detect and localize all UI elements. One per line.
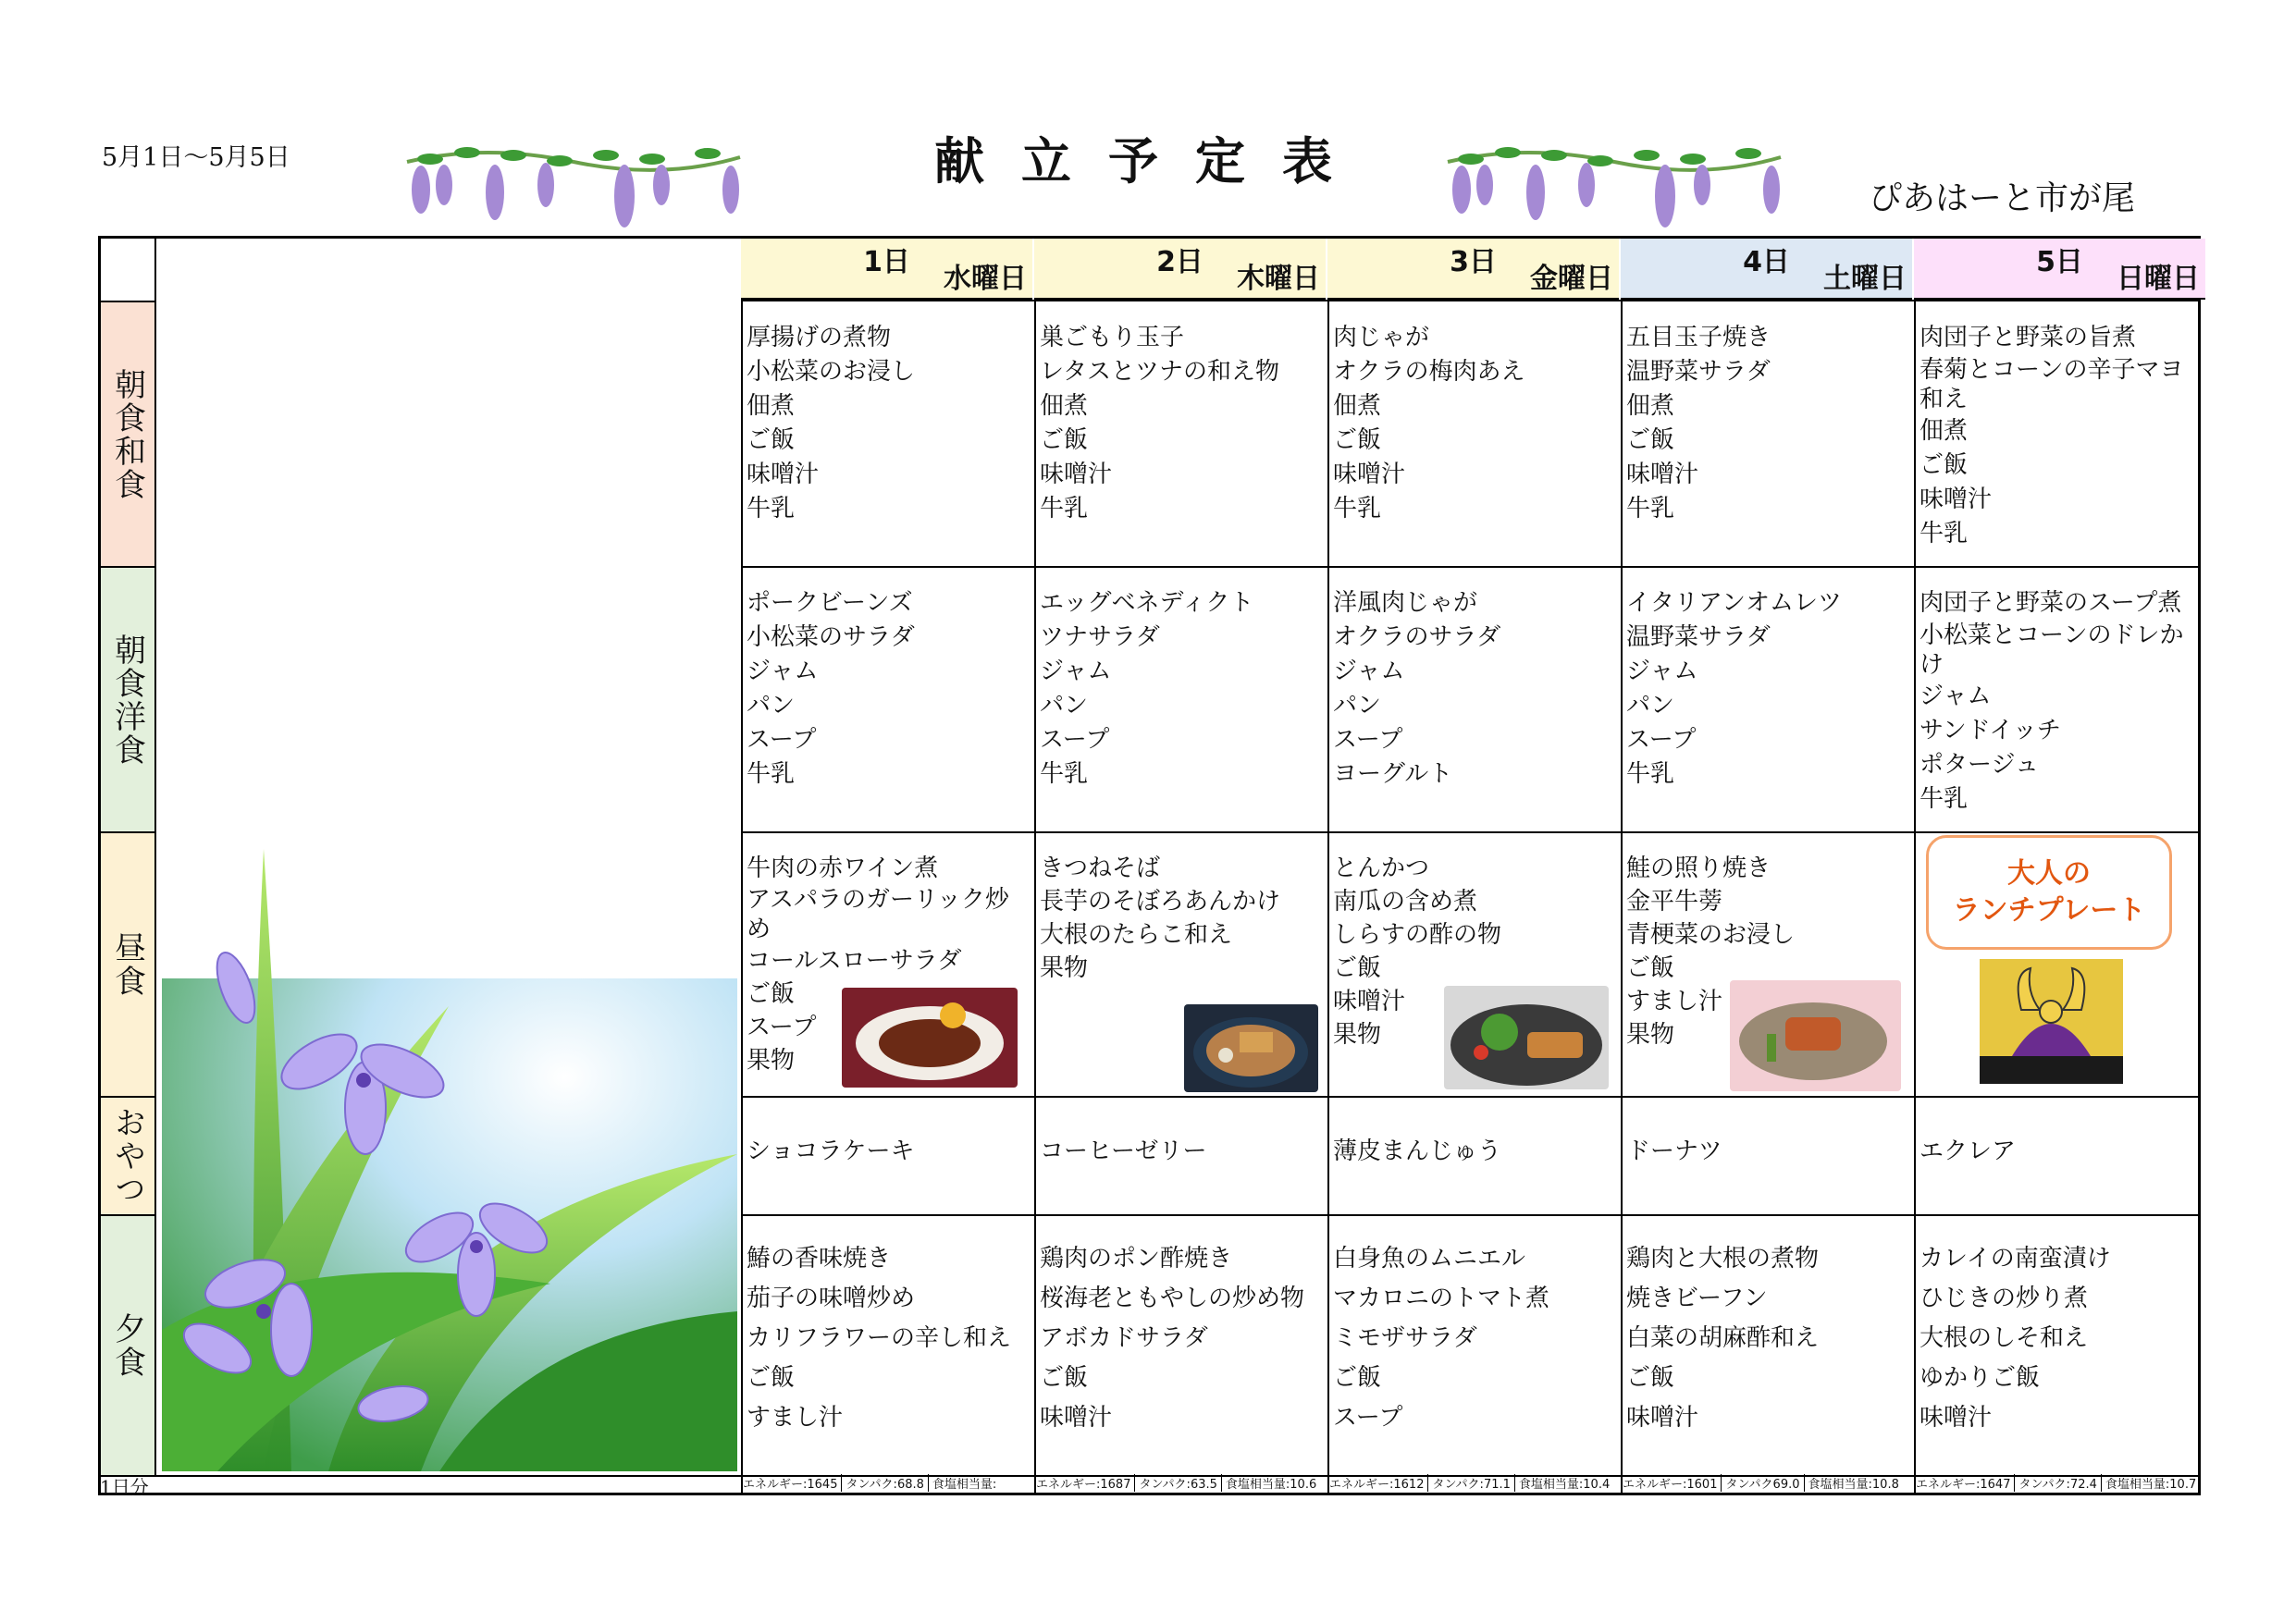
tonkatsu-photo	[1444, 986, 1609, 1089]
menu-item: スープ	[1333, 1404, 1403, 1432]
menu-item: 果物	[1040, 954, 1089, 982]
day-header-1	[741, 239, 1032, 300]
day-number: 5日	[2036, 246, 2083, 278]
menu-cell-breakfast-west-day3	[1329, 586, 1619, 792]
nutrition-value: タンパク:63.5	[1139, 1474, 1221, 1492]
menu-cell-snack-day5	[1916, 1135, 2205, 1168]
menu-cell-breakfast-jp-day2	[1036, 321, 1326, 526]
menu-item: オクラのサラダ	[1333, 623, 1501, 651]
page-title: 献立予定表	[934, 131, 1369, 191]
menu-item: 洋風肉じゃが	[1333, 589, 1478, 617]
footer-label: 1日分	[100, 1476, 149, 1498]
menu-cell-breakfast-jp-day4	[1623, 321, 1912, 526]
menu-item: パン	[1040, 692, 1089, 719]
nutrition-value: 食塩相当量:10.4	[1518, 1478, 1611, 1492]
menu-item: 焼きビーフン	[1626, 1285, 1768, 1312]
lunch-badge-line1: 大人の	[2007, 857, 2091, 890]
menu-item: 金平牛蒡	[1626, 888, 1723, 916]
menu-cell-breakfast-jp-day3	[1329, 321, 1619, 526]
menu-item: 味噌汁	[1333, 988, 1406, 1015]
menu-item: 牛乳	[747, 760, 796, 788]
nutrition-value: 食塩相当量:	[932, 1478, 997, 1492]
nutrition-day-4	[1623, 1474, 1910, 1492]
menu-item: 佃煮	[1626, 392, 1675, 420]
day-header-5	[1914, 239, 2205, 300]
menu-item: 牛乳	[1333, 495, 1382, 523]
menu-item: ミモザサラダ	[1333, 1324, 1477, 1352]
menu-item: ご飯	[747, 980, 796, 1008]
menu-item: 白身魚のムニエル	[1333, 1245, 1526, 1273]
menu-item: パン	[1333, 692, 1382, 719]
menu-item: 長芋のそぼろあんかけ	[1040, 888, 1281, 916]
menu-item: きつねそば	[1040, 855, 1161, 882]
menu-item: 鶏肉と大根の煮物	[1626, 1245, 1820, 1273]
menu-item: ご飯	[1333, 426, 1382, 454]
wisteria-decoration-left	[402, 139, 745, 231]
menu-item: オクラの梅肉あえ	[1333, 358, 1525, 386]
menu-item: 肉団子と野菜のスープ煮	[1920, 589, 2182, 617]
menu-item: 牛乳	[1920, 785, 1969, 813]
facility-name: ぴあはーと市が尾	[1869, 179, 2136, 217]
menu-cell-snack-day2	[1036, 1135, 1326, 1168]
menu-cell-breakfast-jp-day5	[1916, 321, 2205, 551]
nutrition-value: エネルギー:1647	[1916, 1474, 2015, 1492]
menu-item: ご飯	[1333, 954, 1382, 982]
menu-item: スープ	[747, 726, 817, 754]
menu-cell-breakfast-jp-day1	[743, 321, 1032, 526]
menu-item: 春菊とコーンの辛子マヨ和え	[1920, 356, 2184, 413]
weekday: 土曜日	[1823, 263, 1907, 295]
menu-item: 白菜の胡麻酢和え	[1626, 1324, 1820, 1352]
menu-cell-dinner-day4	[1623, 1239, 1912, 1438]
menu-item: エッグベネディクト	[1040, 589, 1254, 617]
nutrition-day-5	[1916, 1474, 2203, 1492]
menu-item: 味噌汁	[1040, 461, 1113, 488]
iris-flower-illustration	[162, 849, 737, 1471]
nutrition-value: 食塩相当量:10.6	[1225, 1478, 1317, 1492]
menu-item: ジャム	[747, 658, 819, 685]
menu-item: エクレア	[1920, 1137, 2017, 1165]
menu-cell-breakfast-west-day5	[1916, 586, 2205, 817]
menu-item: ドーナツ	[1626, 1137, 1722, 1165]
day-number: 4日	[1743, 246, 1790, 278]
menu-item: 青梗菜のお浸し	[1626, 921, 1796, 949]
nutrition-value: エネルギー:1612	[1329, 1474, 1428, 1492]
menu-item: 牛乳	[1626, 760, 1675, 788]
menu-cell-dinner-day1	[743, 1239, 1032, 1438]
menu-item: 佃煮	[747, 392, 796, 420]
kitsune-soba-photo	[1184, 1004, 1318, 1092]
menu-item: 佃煮	[1040, 392, 1089, 420]
menu-item: 牛乳	[1920, 520, 1969, 547]
nutrition-value: タンパク:71.1	[1432, 1474, 1514, 1492]
menu-item: 大根のしそ和え	[1920, 1324, 2089, 1352]
menu-item: 肉じゃが	[1333, 324, 1430, 351]
menu-cell-breakfast-west-day2	[1036, 586, 1326, 792]
menu-item: 味噌汁	[1920, 1404, 1993, 1432]
menu-item: ご飯	[1626, 426, 1675, 454]
menu-item: ツナサラダ	[1040, 623, 1160, 651]
nutrition-value: 食塩相当量:10.8	[1808, 1478, 1899, 1492]
menu-item: しらすの酢の物	[1333, 921, 1502, 949]
menu-item: スープ	[1040, 726, 1110, 754]
menu-item: 牛乳	[1626, 495, 1675, 523]
menu-item: コールスローサラダ	[747, 947, 962, 975]
corner-cell	[101, 239, 154, 302]
nutrition-value: エネルギー:1645	[743, 1474, 842, 1492]
kabuto-helmet-illustration	[1975, 954, 2128, 1089]
menu-item: 肉団子と野菜の旨煮	[1920, 324, 2137, 351]
date-range: 5月1日～5月5日	[102, 143, 290, 172]
day-header-3	[1327, 239, 1619, 300]
menu-item: 味噌汁	[1040, 1404, 1113, 1432]
menu-item: カレイの南蛮漬け	[1920, 1245, 2111, 1273]
menu-item: 味噌汁	[1626, 461, 1699, 488]
menu-item: ご飯	[1333, 1364, 1382, 1392]
row-label-lunch: 昼食	[101, 833, 154, 1098]
menu-item: 果物	[1626, 1021, 1675, 1049]
nutrition-day-2	[1036, 1474, 1324, 1492]
menu-cell-lunch-day2	[1036, 852, 1326, 985]
menu-item: 桜海老ともやしの炒め物	[1040, 1285, 1305, 1312]
menu-item: 牛肉の赤ワイン煮	[747, 855, 939, 882]
menu-item: マカロニのトマト煮	[1333, 1285, 1550, 1312]
nutrition-value: エネルギー:1601	[1623, 1474, 1722, 1492]
menu-item: すまし汁	[747, 1404, 844, 1432]
row-label-dinner: 夕食	[101, 1216, 154, 1477]
menu-item: 温野菜サラダ	[1626, 623, 1771, 651]
weekday: 木曜日	[1237, 263, 1320, 295]
menu-cell-snack-day3	[1329, 1135, 1619, 1168]
menu-item: ジャム	[1920, 682, 1992, 710]
menu-item: すまし汁	[1626, 988, 1723, 1015]
day-header-4	[1621, 239, 1912, 300]
day-header-2	[1034, 239, 1326, 300]
menu-item: 佃煮	[1333, 392, 1382, 420]
menu-item: 厚揚げの煮物	[747, 324, 892, 351]
menu-item: 味噌汁	[747, 461, 820, 488]
menu-item: サンドイッチ	[1920, 717, 2061, 744]
menu-item: 鶏肉のポン酢焼き	[1040, 1245, 1233, 1273]
weekday: 水曜日	[944, 263, 1027, 295]
menu-item: ジャム	[1040, 658, 1112, 685]
menu-item: アスパラのガーリック炒め	[747, 886, 1009, 943]
menu-item: ご飯	[747, 1364, 796, 1392]
nutrition-value: 食塩相当量:10.7	[2105, 1478, 2197, 1492]
menu-item: イタリアンオムレツ	[1626, 589, 1842, 617]
weekday: 金曜日	[1530, 263, 1613, 295]
menu-cell-breakfast-west-day1	[743, 586, 1032, 792]
menu-item: スープ	[1333, 726, 1403, 754]
nutrition-value: タンパク69.0	[1725, 1474, 1804, 1492]
menu-item: 五目玉子焼き	[1626, 324, 1771, 351]
menu-item: ヨーグルト	[1333, 760, 1453, 788]
row-label-breakfast-jp: 朝食和食	[101, 302, 154, 568]
nutrition-value: タンパク:72.4	[2018, 1474, 2101, 1492]
menu-item: 小松菜のサラダ	[747, 623, 915, 651]
day-number: 1日	[863, 246, 910, 278]
row-label-breakfast-west: 朝食洋食	[101, 568, 154, 833]
day-number: 3日	[1450, 246, 1497, 278]
menu-item: 小松菜のお浸し	[747, 358, 916, 386]
weekday: 日曜日	[2117, 263, 2200, 295]
menu-item: 味噌汁	[1920, 486, 1993, 513]
menu-item: ポークビーンズ	[747, 589, 913, 617]
nutrition-day-1	[743, 1474, 1031, 1492]
menu-item: ポタージュ	[1920, 751, 2039, 779]
menu-item: 牛乳	[747, 495, 796, 523]
menu-item: 果物	[747, 1047, 796, 1075]
menu-item: アボカドサラダ	[1040, 1324, 1208, 1352]
menu-item: ジャム	[1333, 658, 1405, 685]
nutrition-day-3	[1329, 1474, 1617, 1492]
menu-item: スープ	[1626, 726, 1697, 754]
menu-item: ゆかりご飯	[1920, 1364, 2041, 1392]
menu-cell-snack-day4	[1623, 1135, 1912, 1168]
menu-item: ご飯	[1626, 954, 1675, 982]
menu-item: ご飯	[1040, 426, 1089, 454]
menu-item: パン	[747, 692, 796, 719]
menu-item: ご飯	[747, 426, 796, 454]
teriyaki-salmon-photo	[1730, 980, 1901, 1091]
menu-item: パン	[1626, 692, 1675, 719]
menu-item: 茄子の味噌炒め	[747, 1285, 916, 1312]
menu-item: 果物	[1333, 1021, 1382, 1049]
menu-item: 牛乳	[1040, 760, 1089, 788]
menu-item: 味噌汁	[1626, 1404, 1699, 1432]
day-number: 2日	[1156, 246, 1204, 278]
menu-cell-breakfast-west-day4	[1623, 586, 1912, 792]
menu-item: レタスとツナの和え物	[1040, 358, 1279, 386]
menu-item: 大根のたらこ和え	[1040, 921, 1233, 949]
menu-item: ご飯	[1920, 451, 1969, 479]
menu-item: 温野菜サラダ	[1626, 358, 1771, 386]
menu-cell-dinner-day5	[1916, 1239, 2205, 1438]
menu-item: 味噌汁	[1333, 461, 1406, 488]
nutrition-value: タンパク:68.8	[846, 1474, 928, 1492]
menu-item: 南瓜の含め煮	[1333, 888, 1478, 916]
menu-item: 牛乳	[1040, 495, 1089, 523]
menu-item: ジャム	[1626, 658, 1698, 685]
menu-item: ショコラケーキ	[747, 1137, 915, 1165]
menu-item: 小松菜とコーンのドレかけ	[1920, 621, 2184, 679]
wisteria-decoration-right	[1443, 139, 1785, 231]
lunch-plate-badge	[1926, 835, 2172, 950]
menu-item: とんかつ	[1333, 855, 1430, 882]
menu-cell-snack-day1	[743, 1135, 1032, 1168]
menu-item: カリフラワーの辛し和え	[747, 1324, 1012, 1352]
menu-item: コーヒーゼリー	[1040, 1137, 1207, 1165]
menu-item: ご飯	[1040, 1364, 1089, 1392]
menu-item: 鮭の照り焼き	[1626, 855, 1771, 882]
menu-cell-dinner-day2	[1036, 1239, 1326, 1438]
menu-item: 薄皮まんじゅう	[1333, 1137, 1502, 1165]
menu-item: スープ	[747, 1014, 817, 1041]
menu-item: 鰆の香味焼き	[747, 1245, 892, 1273]
nutrition-value: エネルギー:1687	[1036, 1474, 1135, 1492]
menu-item: ひじきの炒り煮	[1920, 1285, 2089, 1312]
menu-item: 巣ごもり玉子	[1040, 324, 1185, 351]
row-label-snack: おやつ	[101, 1098, 154, 1216]
menu-item: ご飯	[1626, 1364, 1675, 1392]
lunch-badge-line2: ランチプレート	[1952, 894, 2146, 927]
menu-cell-dinner-day3	[1329, 1239, 1619, 1438]
beef-wine-stew-photo	[842, 988, 1018, 1088]
menu-item: 佃煮	[1920, 417, 1969, 445]
